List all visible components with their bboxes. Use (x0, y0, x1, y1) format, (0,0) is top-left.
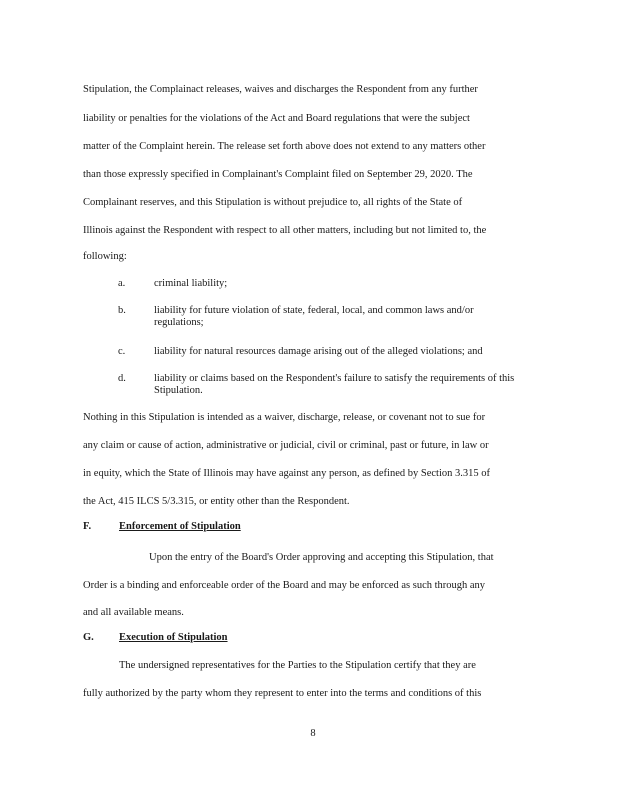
list-item-text: criminal liability; (154, 278, 228, 289)
list-item-label: d. (118, 373, 126, 384)
paragraph-line: Upon the entry of the Board's Order approving and accepting this Stipulation, that (149, 552, 494, 563)
list-item-text: liability for future violation of state, federal, local, and common laws and/or regulations; (154, 305, 474, 328)
list-item-text: liability or claims based on the Respondent's failure to satisfy the requirements of this Stipulation. (154, 373, 515, 396)
paragraph-line: and all available means. (83, 607, 184, 618)
paragraph-line: Nothing in this Stipulation is intended as a waiver, discharge, release, or covenant not to sue for (83, 412, 486, 423)
paragraph-line: Illinois against the Respondent with respect to all other matters, including but not limited to, the (83, 225, 487, 236)
paragraph-line: in equity, which the State of Illinois may have against any person, as defined by Section 3.315 of (83, 468, 490, 479)
paragraph-line: the Act, 415 ILCS 5/3.315, or entity other than the Respondent. (83, 496, 350, 507)
paragraph-line: The undersigned representatives for the Parties to the Stipulation certify that they are (119, 660, 476, 671)
section-title: Execution of Stipulation (119, 632, 228, 643)
paragraph-line: fully authorized by the party whom they represent to enter into the terms and conditions of this (83, 688, 482, 699)
list-item-label: b. (118, 305, 126, 316)
paragraph-line: matter of the Complaint herein. The release set forth above does not extend to any matters other (83, 141, 486, 152)
list-item-label: c. (118, 346, 126, 357)
section-letter: G. (83, 632, 94, 643)
section-title: Enforcement of Stipulation (119, 521, 241, 532)
paragraph-line: liability or penalties for the violations of the Act and Board regulations that were the subject (83, 113, 470, 124)
section-letter: F. (83, 521, 92, 532)
list-item-label: a. (118, 278, 126, 289)
paragraph-line: following: (83, 251, 127, 262)
paragraph-line: Complainant reserves, and this Stipulation is without prejudice to, all rights of the State of (83, 197, 463, 208)
paragraph-line: than those expressly specified in Complainant's Complaint filed on September 29, 2020. The (83, 169, 473, 180)
paragraph-line: Stipulation, the Complainact releases, waives and discharges the Respondent from any further (83, 84, 478, 95)
paragraph-line: any claim or cause of action, administrative or judicial, civil or criminal, past or future, in law or (83, 440, 489, 451)
paragraph-line: Order is a binding and enforceable order of the Board and may be enforced as such through any (83, 580, 486, 591)
page-number: 8 (310, 728, 316, 739)
list-item-text: liability for natural resources damage arising out of the alleged violations; and (154, 346, 483, 357)
